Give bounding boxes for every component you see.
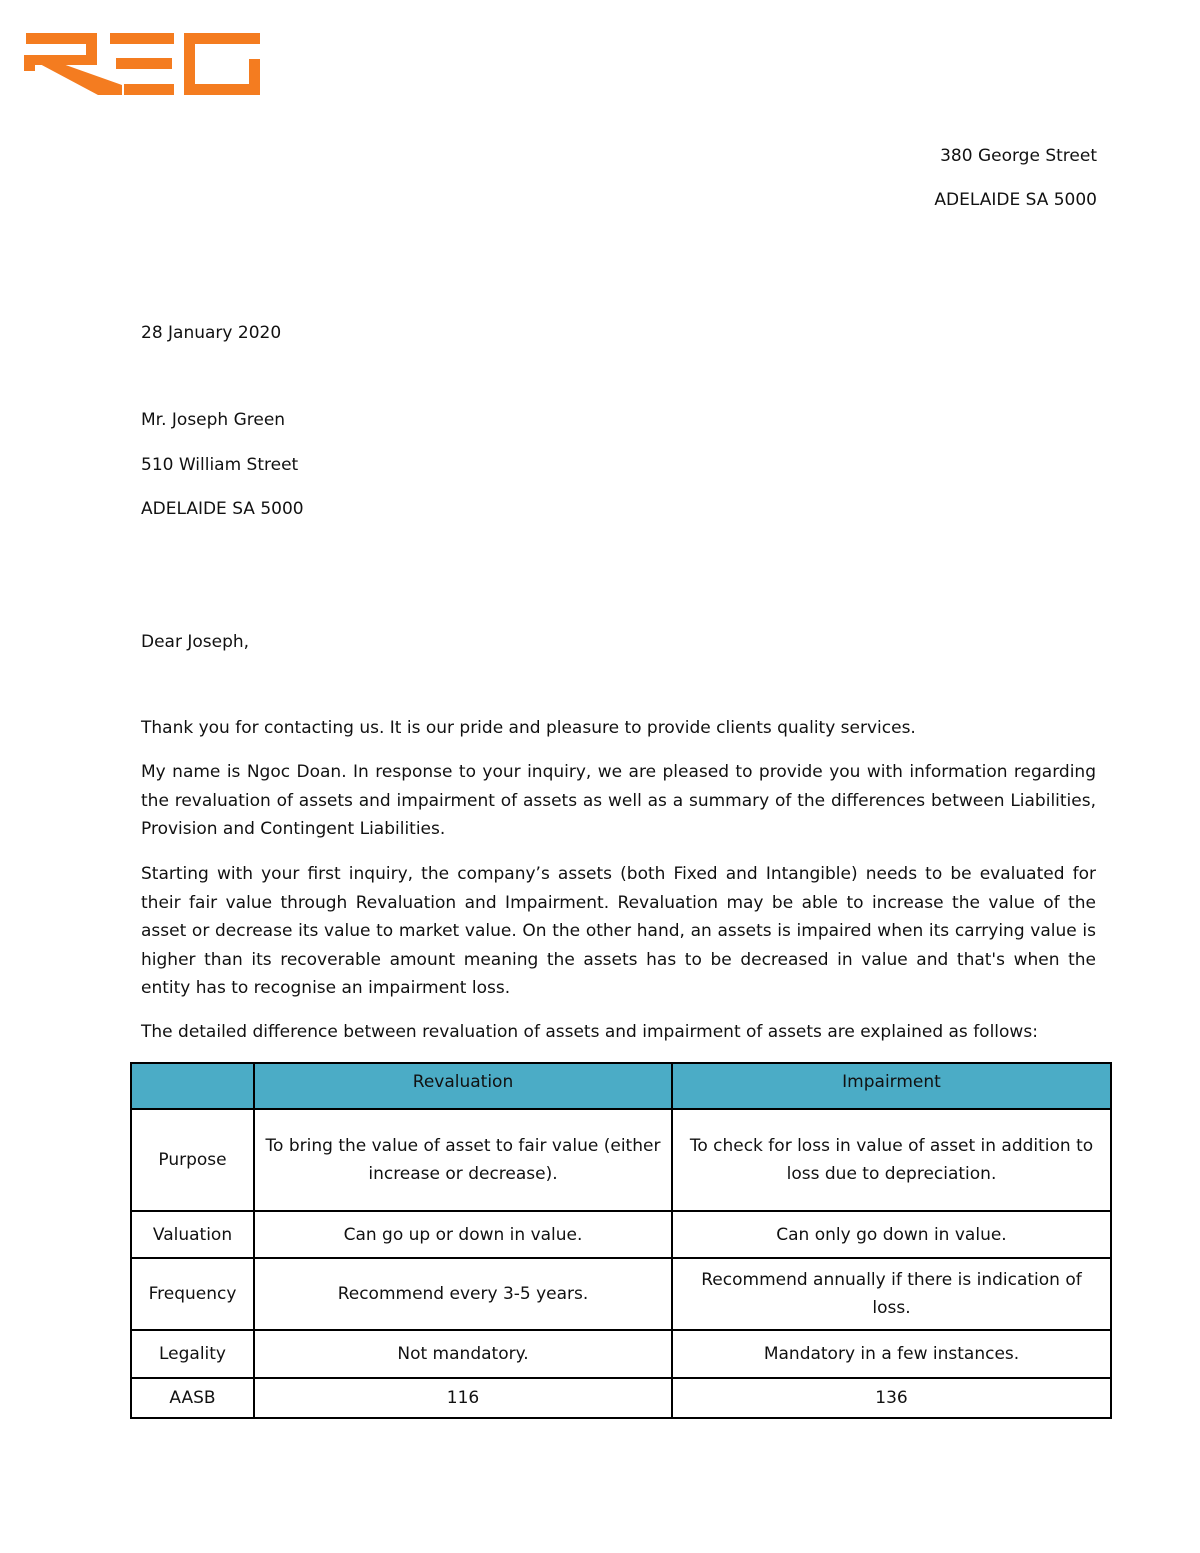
table-row xyxy=(131,1211,1111,1258)
row-label: Frequency xyxy=(131,1258,254,1330)
recipient-city: ADELAIDE SA 5000 xyxy=(141,499,304,519)
table-row xyxy=(131,1258,1111,1330)
table-row xyxy=(131,1109,1111,1211)
header-blank xyxy=(131,1063,254,1109)
revaluation-cell: Can go up or down in value. xyxy=(254,1211,672,1258)
revaluation-cell: To bring the value of asset to fair value (either increase or decrease). xyxy=(254,1109,672,1211)
impairment-cell: Mandatory in a few instances. xyxy=(672,1330,1111,1378)
revaluation-cell: Recommend every 3-5 years. xyxy=(254,1258,672,1330)
impairment-cell: To check for loss in value of asset in addition to loss due to depreciation. xyxy=(672,1109,1111,1211)
impairment-cell: Recommend annually if there is indication of loss. xyxy=(672,1258,1111,1330)
row-label: Valuation xyxy=(131,1211,254,1258)
body-paragraph-1: Thank you for contacting us. It is our pride and pleasure to provide clients quality services. xyxy=(141,718,916,738)
table-row xyxy=(131,1330,1111,1378)
company-logo xyxy=(24,33,260,95)
impairment-cell: Can only go down in value. xyxy=(672,1211,1111,1258)
salutation: Dear Joseph, xyxy=(141,632,250,652)
revaluation-cell: Not mandatory. xyxy=(254,1330,672,1378)
row-label: AASB xyxy=(131,1378,254,1418)
row-label: Purpose xyxy=(131,1109,254,1211)
body-paragraph-3: Starting with your first inquiry, the company’s assets (both Fixed and Intangible) needs to be evaluated for their fair value through Revaluation and Impairment. Revaluation may be able to increase the value of the asset or decrease its value to market value. On the other hand, an assets is impaired when its carrying value is higher than its recoverable amount meaning the assets has to be decreased in value and that's when the entity has to recognise an impairment loss. xyxy=(141,864,1096,998)
recipient-street: 510 William Street xyxy=(141,455,299,475)
row-label: Legality xyxy=(131,1330,254,1378)
header-revaluation: Revaluation xyxy=(254,1063,672,1109)
recipient-name: Mr. Joseph Green xyxy=(141,410,286,430)
body-paragraph-2: My name is Ngoc Doan. In response to your inquiry, we are pleased to provide you with information regarding the revaluation of assets and impairment of assets as well as a summary of the differences between Liabilities, Provision and Contingent Liabilities. xyxy=(141,762,1096,839)
sender-city: ADELAIDE SA 5000 xyxy=(934,190,1097,210)
table-header-row xyxy=(131,1063,1111,1109)
sender-street: 380 George Street xyxy=(940,146,1097,166)
letter-date: 28 January 2020 xyxy=(141,323,282,343)
comparison-table xyxy=(130,1062,1112,1419)
header-impairment: Impairment xyxy=(672,1063,1111,1109)
table-row xyxy=(131,1378,1111,1418)
revaluation-cell: 116 xyxy=(254,1378,672,1418)
impairment-cell: 136 xyxy=(672,1378,1111,1418)
body-paragraph-4: The detailed difference between revaluation of assets and impairment of assets are explained as follows: xyxy=(141,1022,1038,1042)
